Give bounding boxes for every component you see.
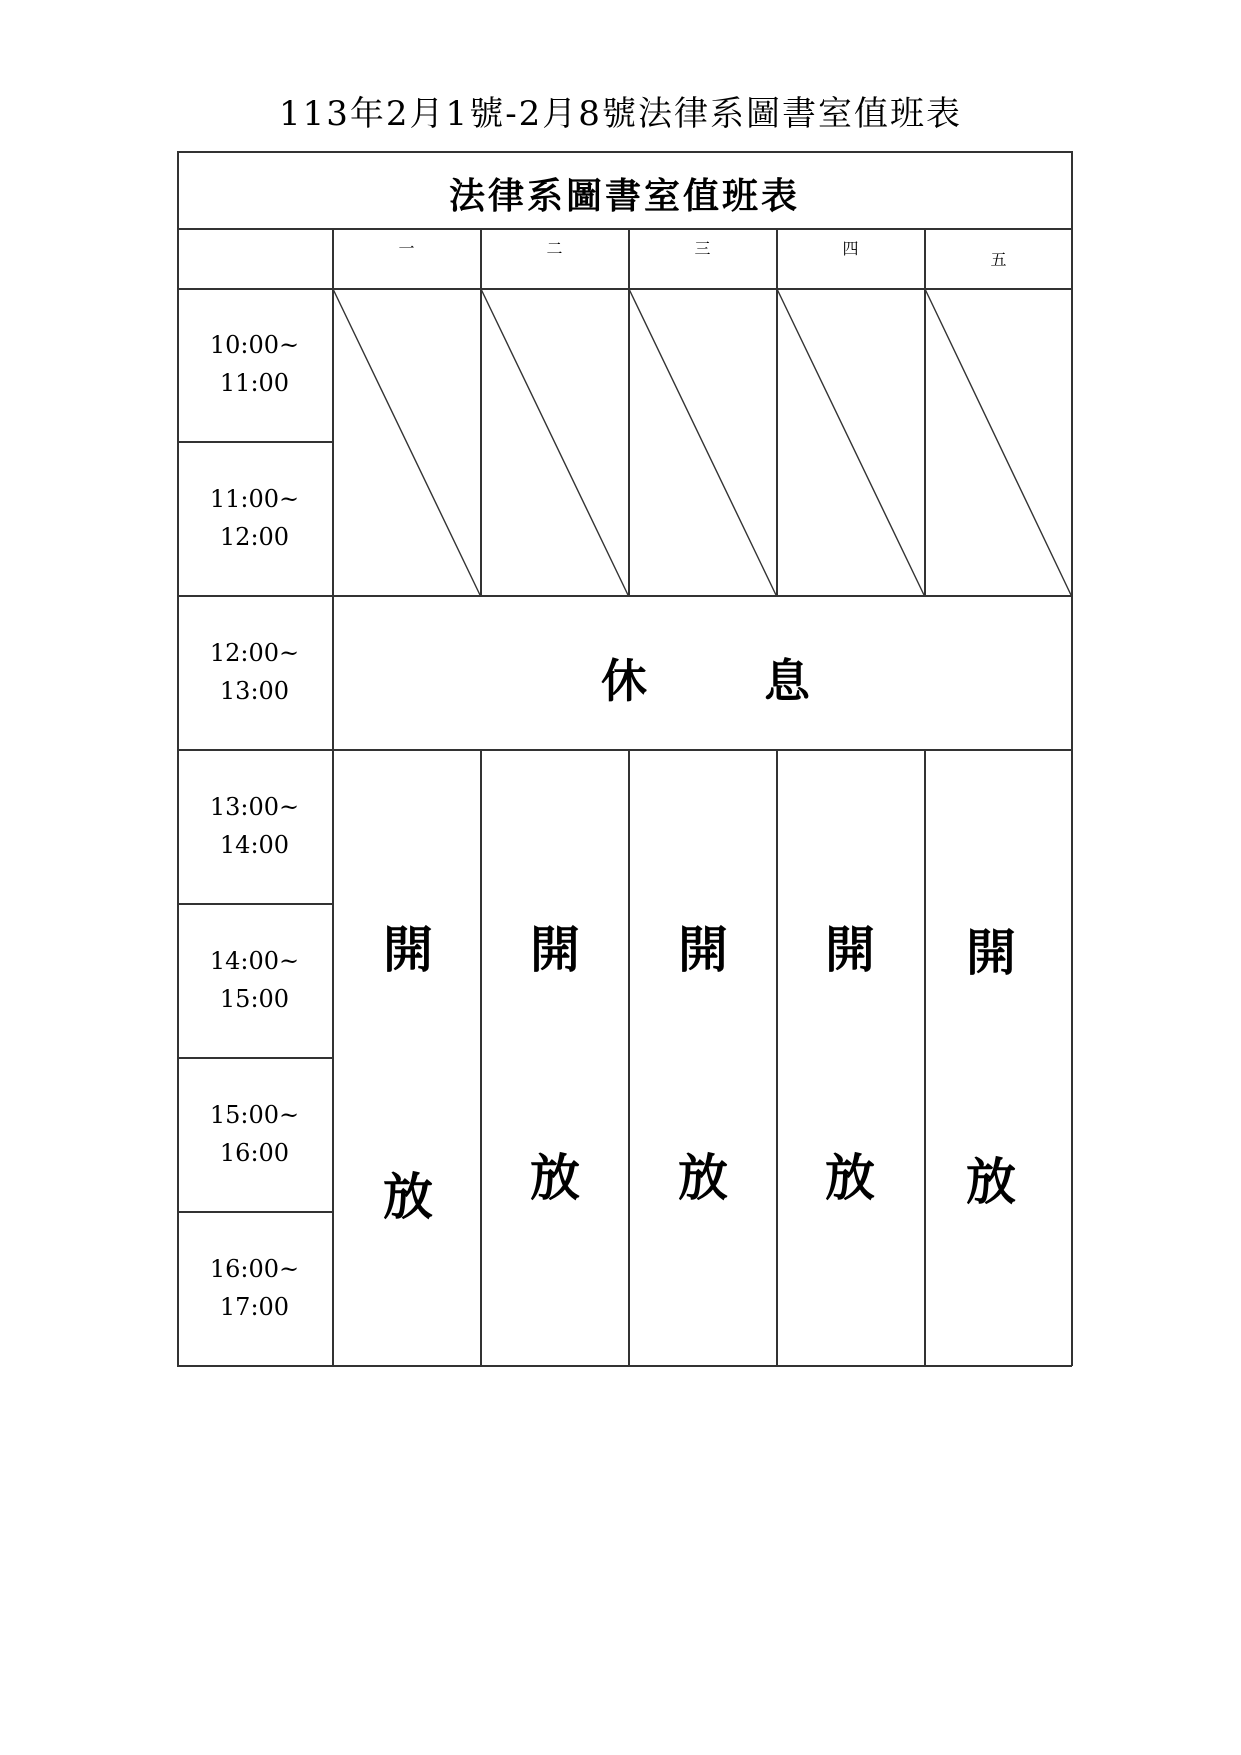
time-slot-end: 13:00 — [219, 677, 290, 705]
open-fri-char-2: 放 — [966, 1152, 1016, 1211]
open-thu-char-2: 放 — [825, 1148, 875, 1207]
time-slot-start: 13:00~ — [209, 793, 300, 821]
open-tue-char-1: 開 — [530, 920, 580, 979]
open-wed-char-2: 放 — [678, 1148, 728, 1207]
open-wed-char-1: 開 — [678, 920, 728, 979]
closed-slot-diagonal — [925, 289, 1071, 595]
time-slot — [177, 480, 332, 556]
time-slot-end: 15:00 — [219, 985, 290, 1013]
day-header-fri: 五 — [990, 250, 1007, 269]
time-slot — [177, 634, 332, 710]
time-slot-end: 17:00 — [219, 1293, 290, 1321]
time-slot-start: 15:00~ — [209, 1101, 300, 1129]
day-header-mon: 一 — [398, 239, 415, 258]
rest-char-1: 休 — [601, 654, 647, 708]
open-tue-char-2: 放 — [530, 1148, 580, 1207]
day-header-wed: 三 — [694, 239, 711, 258]
table-title: 法律系圖書室值班表 — [448, 175, 800, 217]
closed-slot-diagonal — [333, 289, 480, 595]
rest-char-2: 息 — [764, 654, 810, 708]
time-slot-start: 16:00~ — [209, 1255, 300, 1283]
closed-slot-diagonal — [481, 289, 628, 595]
time-slot — [177, 942, 332, 1018]
document-title: 113年2月1號-2月8號法律系圖書室值班表 — [279, 94, 962, 134]
closed-slot-diagonal — [777, 289, 924, 595]
time-slot-end: 11:00 — [219, 369, 290, 397]
time-slot-start: 10:00~ — [209, 331, 300, 359]
time-slot-start: 12:00~ — [209, 639, 300, 667]
time-slot-start: 14:00~ — [209, 947, 300, 975]
time-slot-start: 11:00~ — [209, 485, 300, 513]
time-slot — [177, 1096, 332, 1172]
open-mon-char-2: 放 — [383, 1167, 433, 1226]
open-thu-char-1: 開 — [825, 920, 875, 979]
time-slot — [177, 1250, 332, 1326]
open-mon-char-1: 開 — [383, 920, 433, 979]
time-slot-end: 12:00 — [219, 523, 290, 551]
time-slot — [177, 788, 332, 864]
day-header-thu: 四 — [842, 239, 859, 258]
closed-slot-diagonal — [629, 289, 776, 595]
day-header-tue: 二 — [546, 239, 563, 258]
time-slot-end: 14:00 — [219, 831, 290, 859]
open-fri-char-1: 開 — [966, 923, 1016, 982]
time-slot — [177, 326, 332, 402]
time-slot-end: 16:00 — [219, 1139, 290, 1167]
